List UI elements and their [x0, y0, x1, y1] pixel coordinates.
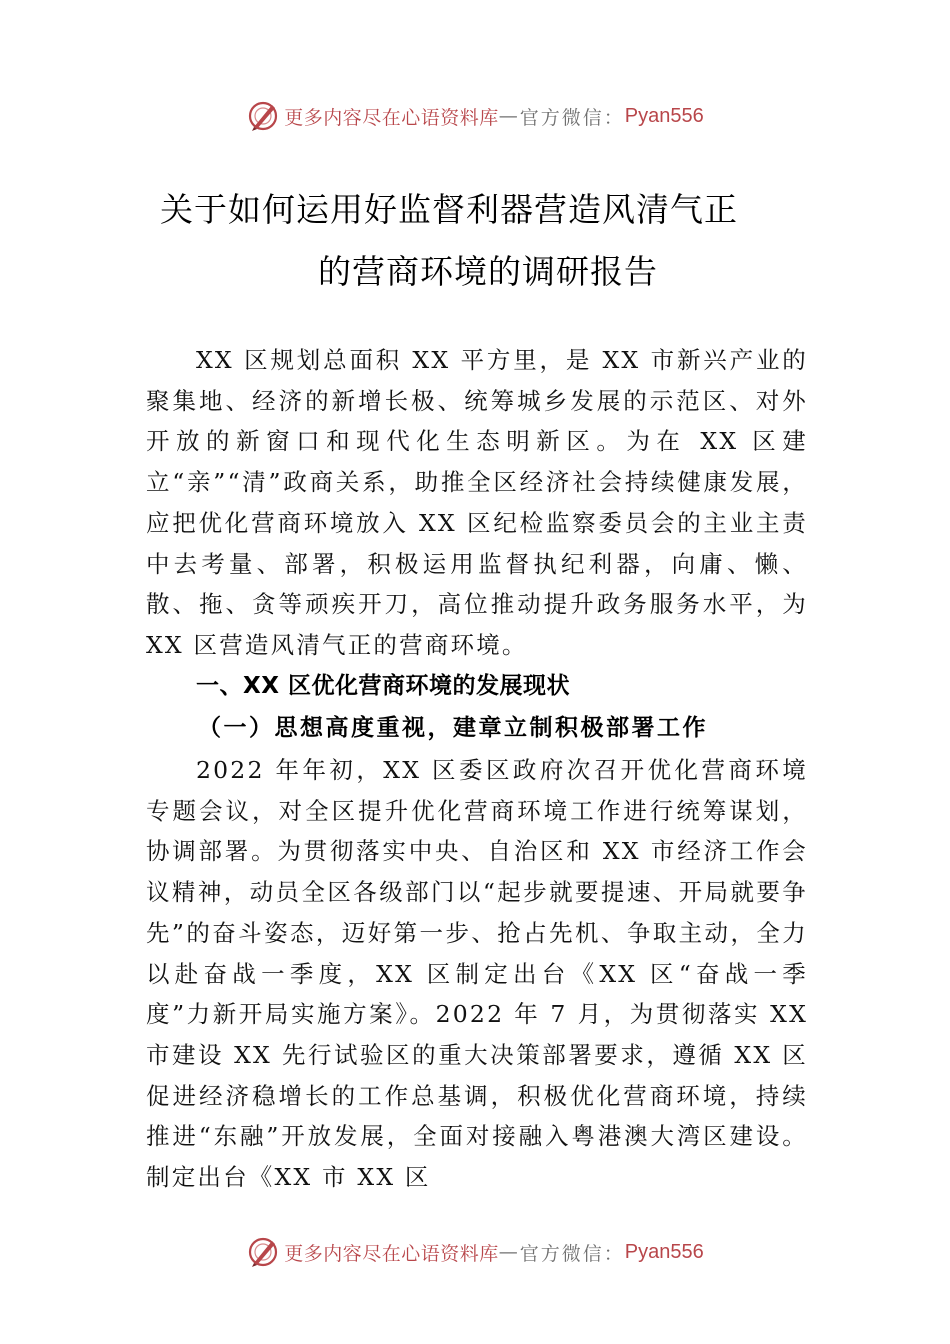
document-title-line-2: 的营商环境的调研报告: [318, 252, 658, 291]
watermark-official-label: 官方微信：: [519, 1242, 625, 1265]
paragraph-2022-measures: 2022 年年初，XX 区委区政府次召开优化营商环境专题会议，对全区提升优化营商环境工作进行统筹谋划，协调部署。为贯彻落实中央、自治区和 XX 市经济工作会议精神，动员全区各级部门以“起步就要提速、开局就要争先”的奋斗姿态，迈好第一步、抢占先机、争取主动，全力以赴奋战一季度，XX 区制定出台《XX 区“奋战一季度”力新开局实施方案》。2022 年 7 月，为贯彻落实 XX 市建设 XX 先行试验区的重大决策部署要求，遵循 XX 区促进经济稳增长的工作总基调，积极优化营商环境，持续推进“东融”开放发展，全面对接融入粤港澳大湾区建设。制定出台《XX 市 XX 区: [146, 756, 808, 1192]
watermark-wechat-id: Pyan556: [624, 104, 704, 127]
watermark-footer: [0, 1232, 950, 1272]
section-heading-1: 一、XX 区优化营商环境的发展现状: [196, 673, 570, 699]
pen-circle-logo-icon: [246, 99, 280, 133]
watermark-brand: 更多内容尽在心语资料库: [284, 1242, 499, 1265]
watermark-header: [0, 96, 950, 136]
pen-circle-logo-icon: [246, 1235, 280, 1269]
watermark-official-label: 官方微信：: [519, 106, 625, 129]
subsection-heading-1: （一）思想高度重视，建章立制积极部署工作: [198, 714, 708, 741]
watermark-separator: —: [498, 105, 520, 127]
watermark-wechat-id: Pyan556: [624, 1240, 704, 1263]
watermark-brand: 更多内容尽在心语资料库: [284, 106, 499, 129]
paragraph-intro: XX 区规划总面积 XX 平方里，是 XX 市新兴产业的聚集地、经济的新增长极、统筹城乡发展的示范区、对外开放的新窗口和现代化生态明新区。为在 XX 区建立“亲”“清”政商关系，助推全区经济社会持续健康发展，应把优化营商环境放入 XX 区纪检监察委员会的主业主责中去考量、部署，积极运用监督执纪利器，向庸、懒、散、拖、贪等顽疾开刀，高位推动提升政务服务水平，为 XX 区营造风清气正的营商环境。: [146, 346, 808, 659]
watermark-separator: —: [498, 1241, 520, 1263]
document-title-line-1: 关于如何运用好监督利器营造风清气正: [160, 190, 738, 229]
